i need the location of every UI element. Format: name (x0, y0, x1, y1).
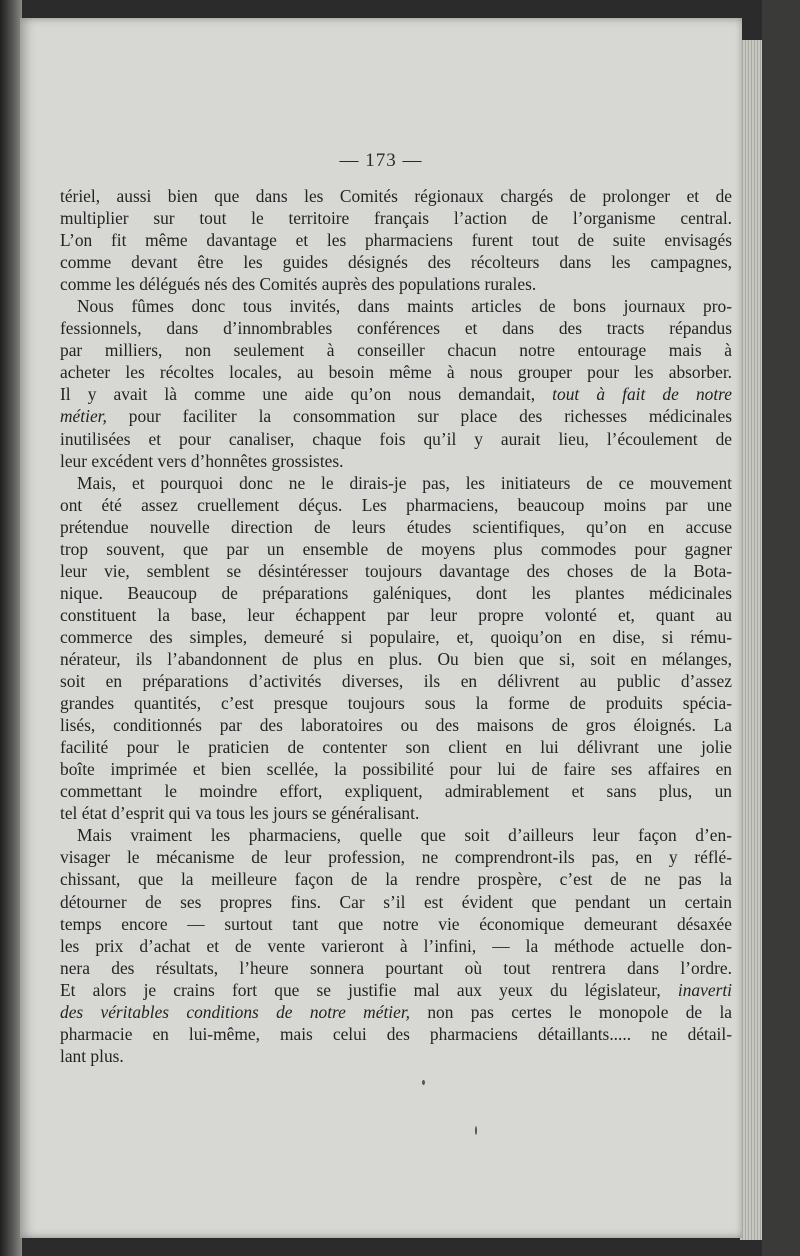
text-line: constituent la base, leur échappent par leur propre volonté et, quant au (60, 604, 732, 625)
text-line: L’on fit même davantage et les pharmaciens furent tout de suite envisagés (60, 230, 732, 251)
scan-right-margin (762, 0, 800, 1256)
text-line: soit en préparations d’activités diverses, ils en délivrent au public d’assez (60, 671, 732, 692)
text-line: comme devant être les guides désignés des récolteurs dans les campagnes, (60, 252, 732, 273)
text-line: inutilisées et pour canaliser, chaque fois qu’il y aurait lieu, l’écoulement de (60, 428, 732, 449)
text-line: lisés, conditionnés par des laboratoires ou des maisons de gros éloignés. La (60, 715, 732, 736)
text-line: visager le mécanisme de leur profession, ne comprendront-ils pas, en y réflé- (60, 847, 732, 868)
italic-phrase: inaverti (677, 979, 732, 1000)
text-line: lant plus. (60, 1045, 124, 1066)
text-line: grandes quantités, c’est presque toujours sous la forme de produits spécia- (60, 693, 732, 714)
book-page (20, 18, 742, 1238)
text-line: leur excédent vers d’honnêtes grossistes. (60, 450, 344, 471)
italic-phrase: tout à fait de notre (552, 384, 733, 405)
text-line: nera des résultats, l’heure sonnera pourtant où tout rentrera dans l’ordre. (60, 957, 732, 978)
body-text (60, 185, 732, 1067)
text-line: commettant le moindre effort, expliquent, admirablement et sans plus, un (60, 781, 732, 802)
text-line: Et alors je crains fort que se justifie mal aux yeux du législateur, inaverti (60, 979, 732, 1000)
text-line: Il y avait là comme une aide qu’on nous demandait, tout à fait de notre (60, 384, 733, 405)
text-line: tel état d’esprit qui va tous les jours se généralisant. (60, 803, 420, 824)
text-line: des véritables conditions de notre métier, non pas certes le monopole de la (60, 1001, 732, 1022)
ink-speck (422, 1080, 425, 1085)
text-line: acheter les récoltes locales, au besoin même à nous grouper pour les absorber. (60, 362, 732, 383)
text-line: comme les délégués nés des Comités auprès des populations rurales. (60, 274, 537, 295)
italic-phrase: métier, (60, 406, 107, 427)
text-line: ont été assez cruellement déçus. Les pharmaciens, beaucoup moins par une (60, 494, 732, 515)
italic-phrase: des véritables conditions de notre métier, (60, 1001, 411, 1022)
text-line: métier, pour faciliter la consommation sur place des richesses médicinales (60, 406, 732, 427)
text-line: leur vie, semblent se désintéresser toujours davantage des choses de la Bota- (60, 560, 732, 581)
text-line: trop souvent, que par un ensemble de moyens plus commodes pour gagner (60, 538, 732, 559)
ink-speck (475, 1126, 477, 1135)
text-line: Mais, et pourquoi donc ne le dirais-je pas, les initiateurs de ce mouvement (77, 472, 732, 493)
text-line: commerce des simples, demeuré si populaire, et, quoiqu’on en dise, si rému- (60, 626, 732, 647)
text-line: boîte imprimée et bien scellée, la possibilité pour lui de faire ses affaires en (60, 759, 732, 780)
text-line: nique. Beaucoup de préparations galéniques, dont les plantes médicinales (60, 582, 732, 603)
text-line: temps encore — surtout tant que notre vie économique demeurant désaxée (60, 913, 732, 934)
text-line: prétendue nouvelle direction de leurs études scientifiques, qu’on en accuse (60, 516, 732, 537)
text-line: fessionnels, dans d’innombrables conférences et dans des tracts répandus (60, 318, 732, 339)
text-line: tériel, aussi bien que dans les Comités régionaux chargés de prolonger et de (60, 186, 732, 206)
text-line: les prix d’achat et de vente varieront à l’infini, — la méthode actuelle don- (60, 935, 732, 956)
text-line: Mais vraiment les pharmaciens, quelle que soit d’ailleurs leur façon d’en- (77, 825, 732, 846)
page-number: — 173 — (339, 150, 423, 171)
page-stack-edge (740, 40, 762, 1240)
text-line: chissant, que la meilleure façon de la rendre prospère, c’est de ne pas la (60, 869, 732, 890)
text-line: facilité pour le praticien de contenter son client en lui délivrant une jolie (60, 737, 732, 758)
text-line: par milliers, non seulement à conseiller chacun notre entourage mais à (60, 340, 732, 361)
text-line: Nous fûmes donc tous invités, dans maints articles de bons journaux pro- (77, 296, 732, 317)
scan-left-margin (0, 0, 22, 1256)
text-line: pharmacie en lui-même, mais celui des pharmaciens détaillants..... ne détail- (60, 1023, 732, 1044)
text-line: multiplier sur tout le territoire français l’action de l’organisme central. (60, 208, 732, 229)
text-line: détourner de ses propres fins. Car s’il est évident que pendant un certain (60, 891, 732, 912)
text-line: nérateur, ils l’abandonnent de plus en plus. Ou bien que si, soit en mélanges, (60, 648, 732, 669)
